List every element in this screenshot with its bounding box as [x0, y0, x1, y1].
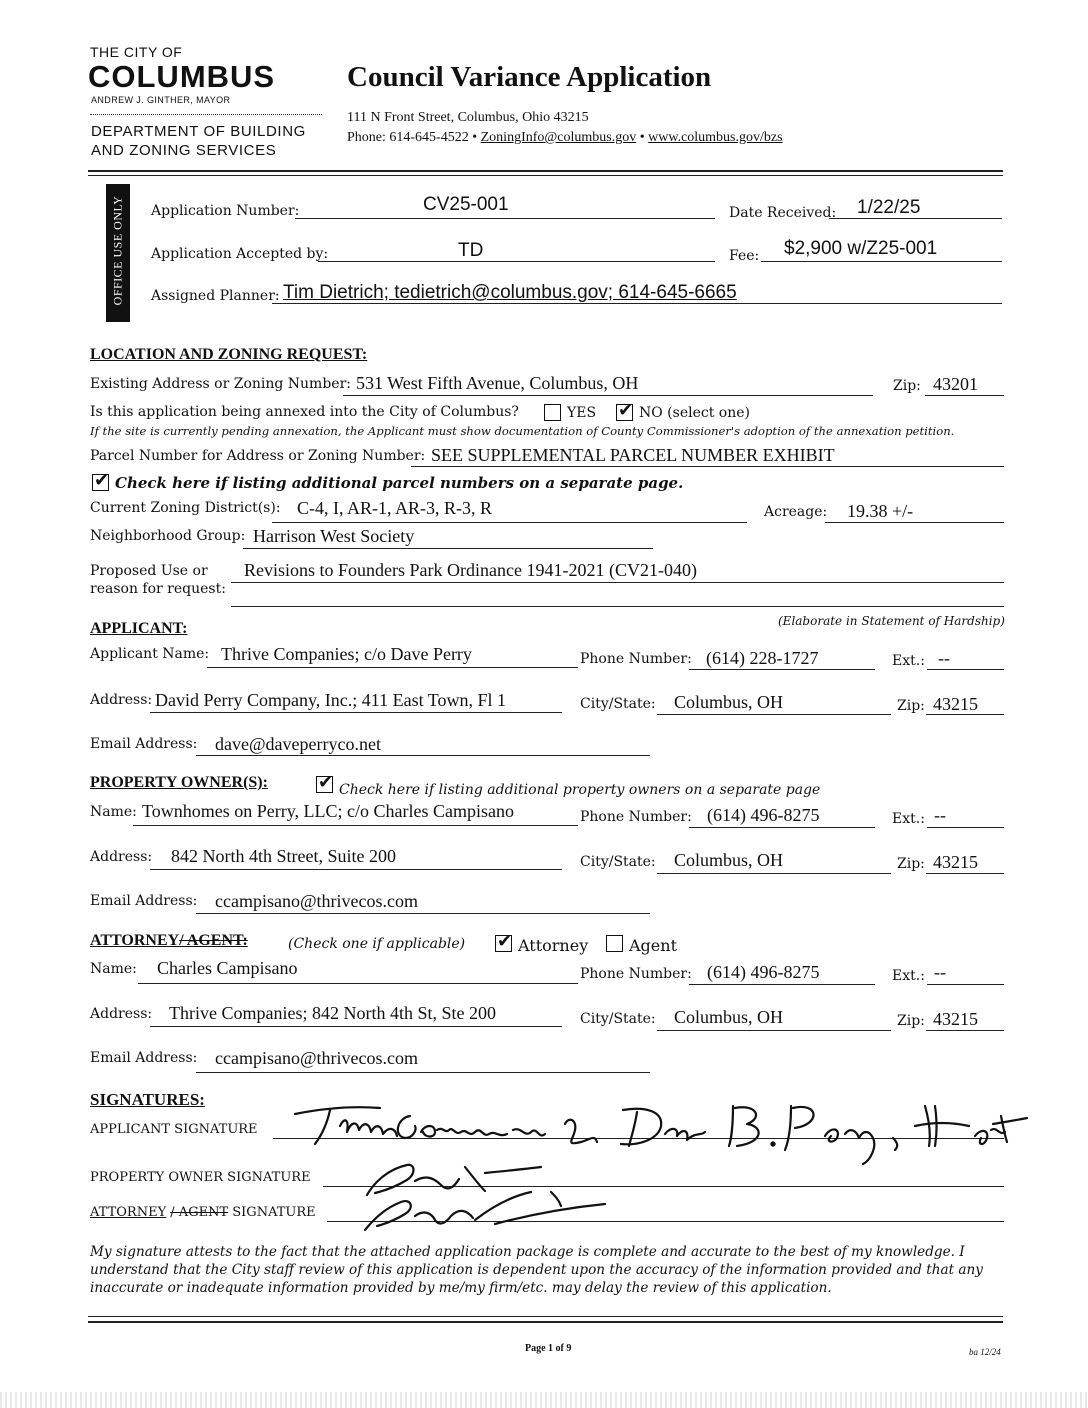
handwritten-signature-icon	[285, 1086, 1030, 1166]
handwritten-signature-icon	[355, 1186, 635, 1238]
annex-yes-label: YES	[567, 405, 597, 421]
assigned-planner-value[interactable]: Tim Dietrich; tedietrich@columbus.gov; 614-645-6665	[283, 282, 737, 303]
owner-address-label: Address:	[90, 849, 153, 865]
location-zip-label: Zip:	[893, 378, 921, 394]
office-use-tab-label: OFFICE USE ONLY	[110, 195, 125, 306]
owner-zip-line	[926, 873, 1004, 874]
form-title: Council Variance Application	[347, 61, 712, 93]
attestation-text: My signature attests to the fact that the attached application package is complete and accurate to the best of my knowledge. I understand that the City staff review of this application is dependent upon the accuracy of the information provided and that any inaccurate or inadequate information provided by me/my firm/etc. may delay the review of this application.	[90, 1244, 983, 1296]
attorney-signature-image	[355, 1186, 635, 1238]
attorney-name-label: Name:	[90, 961, 137, 977]
application-number-value[interactable]: CV25-001	[423, 194, 509, 215]
applicant-email-label: Email Address:	[90, 736, 198, 752]
checkmark-icon: ✔	[618, 400, 634, 421]
annex-no-label: NO (select one)	[639, 405, 750, 421]
applicant-name-line	[207, 667, 578, 668]
attorney-ext-label: Ext.:	[892, 968, 925, 984]
proposed-use-label-1: Proposed Use or	[90, 563, 208, 579]
owner-ext-line	[927, 827, 1004, 828]
attorney-address-value[interactable]: Thrive Companies; 842 North 4th St, Ste 200	[169, 1003, 496, 1023]
attorney-email-value[interactable]: ccampisano@thrivecos.com	[215, 1048, 419, 1068]
annexation-question: Is this application being annexed into the City of Columbus?	[90, 404, 519, 420]
accepted-by-line	[318, 261, 715, 262]
attorney-address-label: Address:	[90, 1006, 153, 1022]
applicant-email-line	[196, 755, 650, 756]
office-phone: Phone: 614-645-4522 •	[347, 130, 478, 145]
additional-parcels-label: Check here if listing additional parcel numbers on a separate page.	[115, 474, 684, 492]
owner-city-line	[657, 873, 891, 874]
page-number: Page 1 of 9	[525, 1343, 572, 1354]
proposed-use-value[interactable]: Revisions to Founders Park Ordinance 1941-2021 (CV21-040)	[244, 560, 697, 580]
owner-name-label: Name:	[90, 804, 137, 820]
attorney-agent-heading	[90, 932, 248, 950]
owner-phone-label: Phone Number:	[580, 809, 692, 825]
agent-heading-text: / AGENT:	[179, 932, 248, 949]
existing-address-label: Existing Address or Zoning Number:	[90, 376, 351, 392]
date-received-label: Date Received:	[729, 205, 837, 221]
owner-ext-value[interactable]: --	[934, 805, 946, 825]
checkmark-icon: ✔	[497, 931, 513, 952]
zoning-district-label: Current Zoning District(s):	[90, 500, 281, 516]
form-revision: ba 12/24	[969, 1347, 1001, 1357]
acreage-value[interactable]: 19.38 +/-	[847, 501, 914, 521]
applicant-phone-value[interactable]: (614) 228-1727	[706, 648, 819, 668]
owner-name-value[interactable]: Townhomes on Perry, LLC; c/o Charles Campisano	[142, 801, 515, 821]
department-line-1: DEPARTMENT OF BUILDING	[91, 123, 306, 140]
parcel-number-line	[411, 466, 1004, 467]
attorney-heading-text: ATTORNEY	[90, 932, 180, 949]
owner-email-value[interactable]: ccampisano@thrivecos.com	[215, 891, 419, 911]
additional-owners-checkbox[interactable]	[316, 772, 334, 793]
agent-checkbox[interactable]	[606, 935, 623, 952]
elaborate-note: (Elaborate in Statement of Hardship)	[778, 614, 1005, 628]
checkmark-icon: ✔	[94, 470, 110, 491]
attorney-ext-line	[927, 984, 1004, 985]
accepted-by-label: Application Accepted by:	[151, 246, 329, 262]
applicant-city-line	[657, 714, 891, 715]
signatures-heading: SIGNATURES:	[90, 1090, 205, 1109]
office-website-link[interactable]: www.columbus.gov/bzs	[648, 130, 783, 145]
owner-city-value[interactable]: Columbus, OH	[674, 850, 784, 870]
acreage-label: Acreage:	[764, 504, 828, 520]
agent-checkbox-label: Agent	[629, 936, 677, 955]
fee-line	[761, 261, 1002, 262]
owner-email-label: Email Address:	[90, 893, 198, 909]
applicant-city-label: City/State:	[580, 696, 656, 712]
owner-signature-label: PROPERTY OWNER SIGNATURE	[90, 1170, 311, 1185]
header-rule-thin	[88, 175, 1003, 176]
owner-email-line	[196, 913, 650, 914]
proposed-use-line-1	[231, 582, 1004, 583]
attorney-address-line	[150, 1026, 562, 1027]
attorney-signature-label	[90, 1205, 316, 1220]
applicant-address-label: Address:	[90, 692, 153, 708]
attorney-city-label: City/State:	[580, 1011, 656, 1027]
assigned-planner-label: Assigned Planner:	[151, 288, 280, 304]
annex-yes-checkbox[interactable]	[544, 404, 561, 421]
property-owner-heading: PROPERTY OWNER(S):	[90, 774, 268, 791]
scan-edge-artifact	[0, 1392, 1088, 1408]
attorney-phone-value[interactable]: (614) 496-8275	[707, 962, 820, 982]
neighborhood-group-label: Neighborhood Group:	[90, 528, 246, 544]
neighborhood-group-value[interactable]: Harrison West Society	[253, 526, 415, 546]
attorney-phone-label: Phone Number:	[580, 966, 692, 982]
owner-zip-value[interactable]: 43215	[933, 852, 978, 872]
applicant-heading: APPLICANT:	[90, 620, 188, 637]
office-contact-separator: •	[639, 130, 645, 145]
attorney-phone-line	[689, 984, 875, 985]
attorney-checkbox-label: Attorney	[518, 936, 589, 955]
owner-phone-value[interactable]: (614) 496-8275	[707, 805, 820, 825]
applicant-email-value[interactable]: dave@daveperryco.net	[215, 734, 381, 754]
attorney-zip-label: Zip:	[897, 1013, 925, 1029]
fee-label: Fee:	[729, 248, 760, 264]
attorney-email-line	[196, 1072, 650, 1073]
applicant-zip-value[interactable]: 43215	[933, 694, 978, 714]
neighborhood-group-line	[243, 548, 653, 549]
city-seal-the-city-of: THE CITY OF	[90, 44, 183, 60]
attorney-check-note: (Check one if applicable)	[288, 936, 466, 952]
applicant-zip-label: Zip:	[897, 698, 925, 714]
attorney-zip-value[interactable]: 43215	[933, 1009, 978, 1029]
annexation-note: If the site is currently pending annexation, the Applicant must show documentation of County Commissioner's adoption of the annexation petition.	[90, 424, 955, 438]
accepted-by-value[interactable]: TD	[458, 240, 484, 261]
applicant-signature-label: APPLICANT SIGNATURE	[90, 1122, 258, 1137]
additional-parcels-checkbox[interactable]	[92, 470, 110, 491]
location-zip-line	[925, 395, 1004, 396]
zoning-district-value[interactable]: C-4, I, AR-1, AR-3, R-3, R	[297, 498, 493, 518]
application-number-label: Application Number:	[151, 203, 300, 219]
proposed-use-line-2	[231, 606, 1004, 607]
owner-phone-line	[689, 827, 875, 828]
location-zip-value[interactable]: 43201	[933, 374, 978, 394]
existing-address-value[interactable]: 531 West Fifth Avenue, Columbus, OH	[356, 373, 639, 393]
location-zoning-heading: LOCATION AND ZONING REQUEST:	[90, 346, 368, 363]
applicant-ext-label: Ext.:	[892, 653, 925, 669]
applicant-name-label: Applicant Name:	[90, 646, 210, 662]
attorney-checkbox[interactable]	[495, 931, 513, 952]
office-email-link[interactable]: ZoningInfo@columbus.gov	[480, 130, 637, 145]
footer-rule-thick	[88, 1321, 1003, 1323]
city-logo-columbus: COLUMBUS	[88, 59, 276, 94]
acreage-line	[825, 522, 1004, 523]
attorney-zip-line	[926, 1030, 1004, 1031]
applicant-address-value[interactable]: David Perry Company, Inc.; 411 East Town, Fl 1	[155, 690, 507, 710]
date-received-value[interactable]: 1/22/25	[857, 197, 921, 218]
fee-value[interactable]: $2,900 w/Z25-001	[784, 238, 938, 259]
attorney-name-value[interactable]: Charles Campisano	[157, 958, 298, 978]
owner-city-label: City/State:	[580, 854, 656, 870]
parcel-number-label: Parcel Number for Address or Zoning Number:	[90, 448, 426, 464]
attorney-city-line	[657, 1030, 891, 1031]
owner-address-line	[150, 869, 562, 870]
proposed-use-label-2: reason for request:	[90, 581, 226, 597]
office-address: 111 N Front Street, Columbus, Ohio 43215	[347, 110, 589, 125]
applicant-signature-image	[285, 1086, 1030, 1166]
department-line-2: AND ZONING SERVICES	[91, 142, 277, 159]
applicant-phone-line	[689, 669, 875, 670]
applicant-ext-line	[927, 669, 1004, 670]
additional-owners-label: Check here if listing additional property owners on a separate page	[339, 782, 821, 798]
applicant-address-line	[150, 712, 562, 713]
applicant-name-value[interactable]: Thrive Companies; c/o Dave Perry	[221, 644, 472, 664]
applicant-ext-value[interactable]: --	[938, 648, 950, 668]
annex-no-checkbox[interactable]	[616, 400, 634, 421]
header-dotted-rule	[90, 114, 322, 115]
owner-ext-label: Ext.:	[892, 811, 925, 827]
footer-rule	[88, 1316, 1003, 1317]
attorney-name-line	[138, 983, 578, 984]
parcel-number-value[interactable]: SEE SUPPLEMENTAL PARCEL NUMBER EXHIBIT	[431, 445, 835, 465]
existing-address-line	[343, 395, 873, 396]
checkmark-icon: ✔	[318, 772, 334, 793]
header-rule	[88, 170, 1003, 172]
attorney-signature-label-c: SIGNATURE	[232, 1205, 316, 1220]
mayor-name: ANDREW J. GINTHER, MAYOR	[91, 95, 231, 105]
applicant-city-value[interactable]: Columbus, OH	[674, 692, 784, 712]
applicant-phone-label: Phone Number:	[580, 651, 692, 667]
attorney-signature-label-a: ATTORNEY	[90, 1205, 167, 1220]
office-contact	[347, 130, 783, 146]
owner-name-line	[133, 825, 578, 826]
attorney-city-value[interactable]: Columbus, OH	[674, 1007, 784, 1027]
zoning-district-line	[272, 522, 747, 523]
attorney-ext-value[interactable]: --	[934, 962, 946, 982]
owner-address-value[interactable]: 842 North 4th Street, Suite 200	[171, 846, 396, 866]
application-number-line	[295, 218, 715, 219]
attorney-email-label: Email Address:	[90, 1050, 198, 1066]
attorney-signature-label-b: / AGENT	[170, 1205, 229, 1220]
office-use-tab	[106, 184, 130, 322]
owner-zip-label: Zip:	[897, 856, 925, 872]
